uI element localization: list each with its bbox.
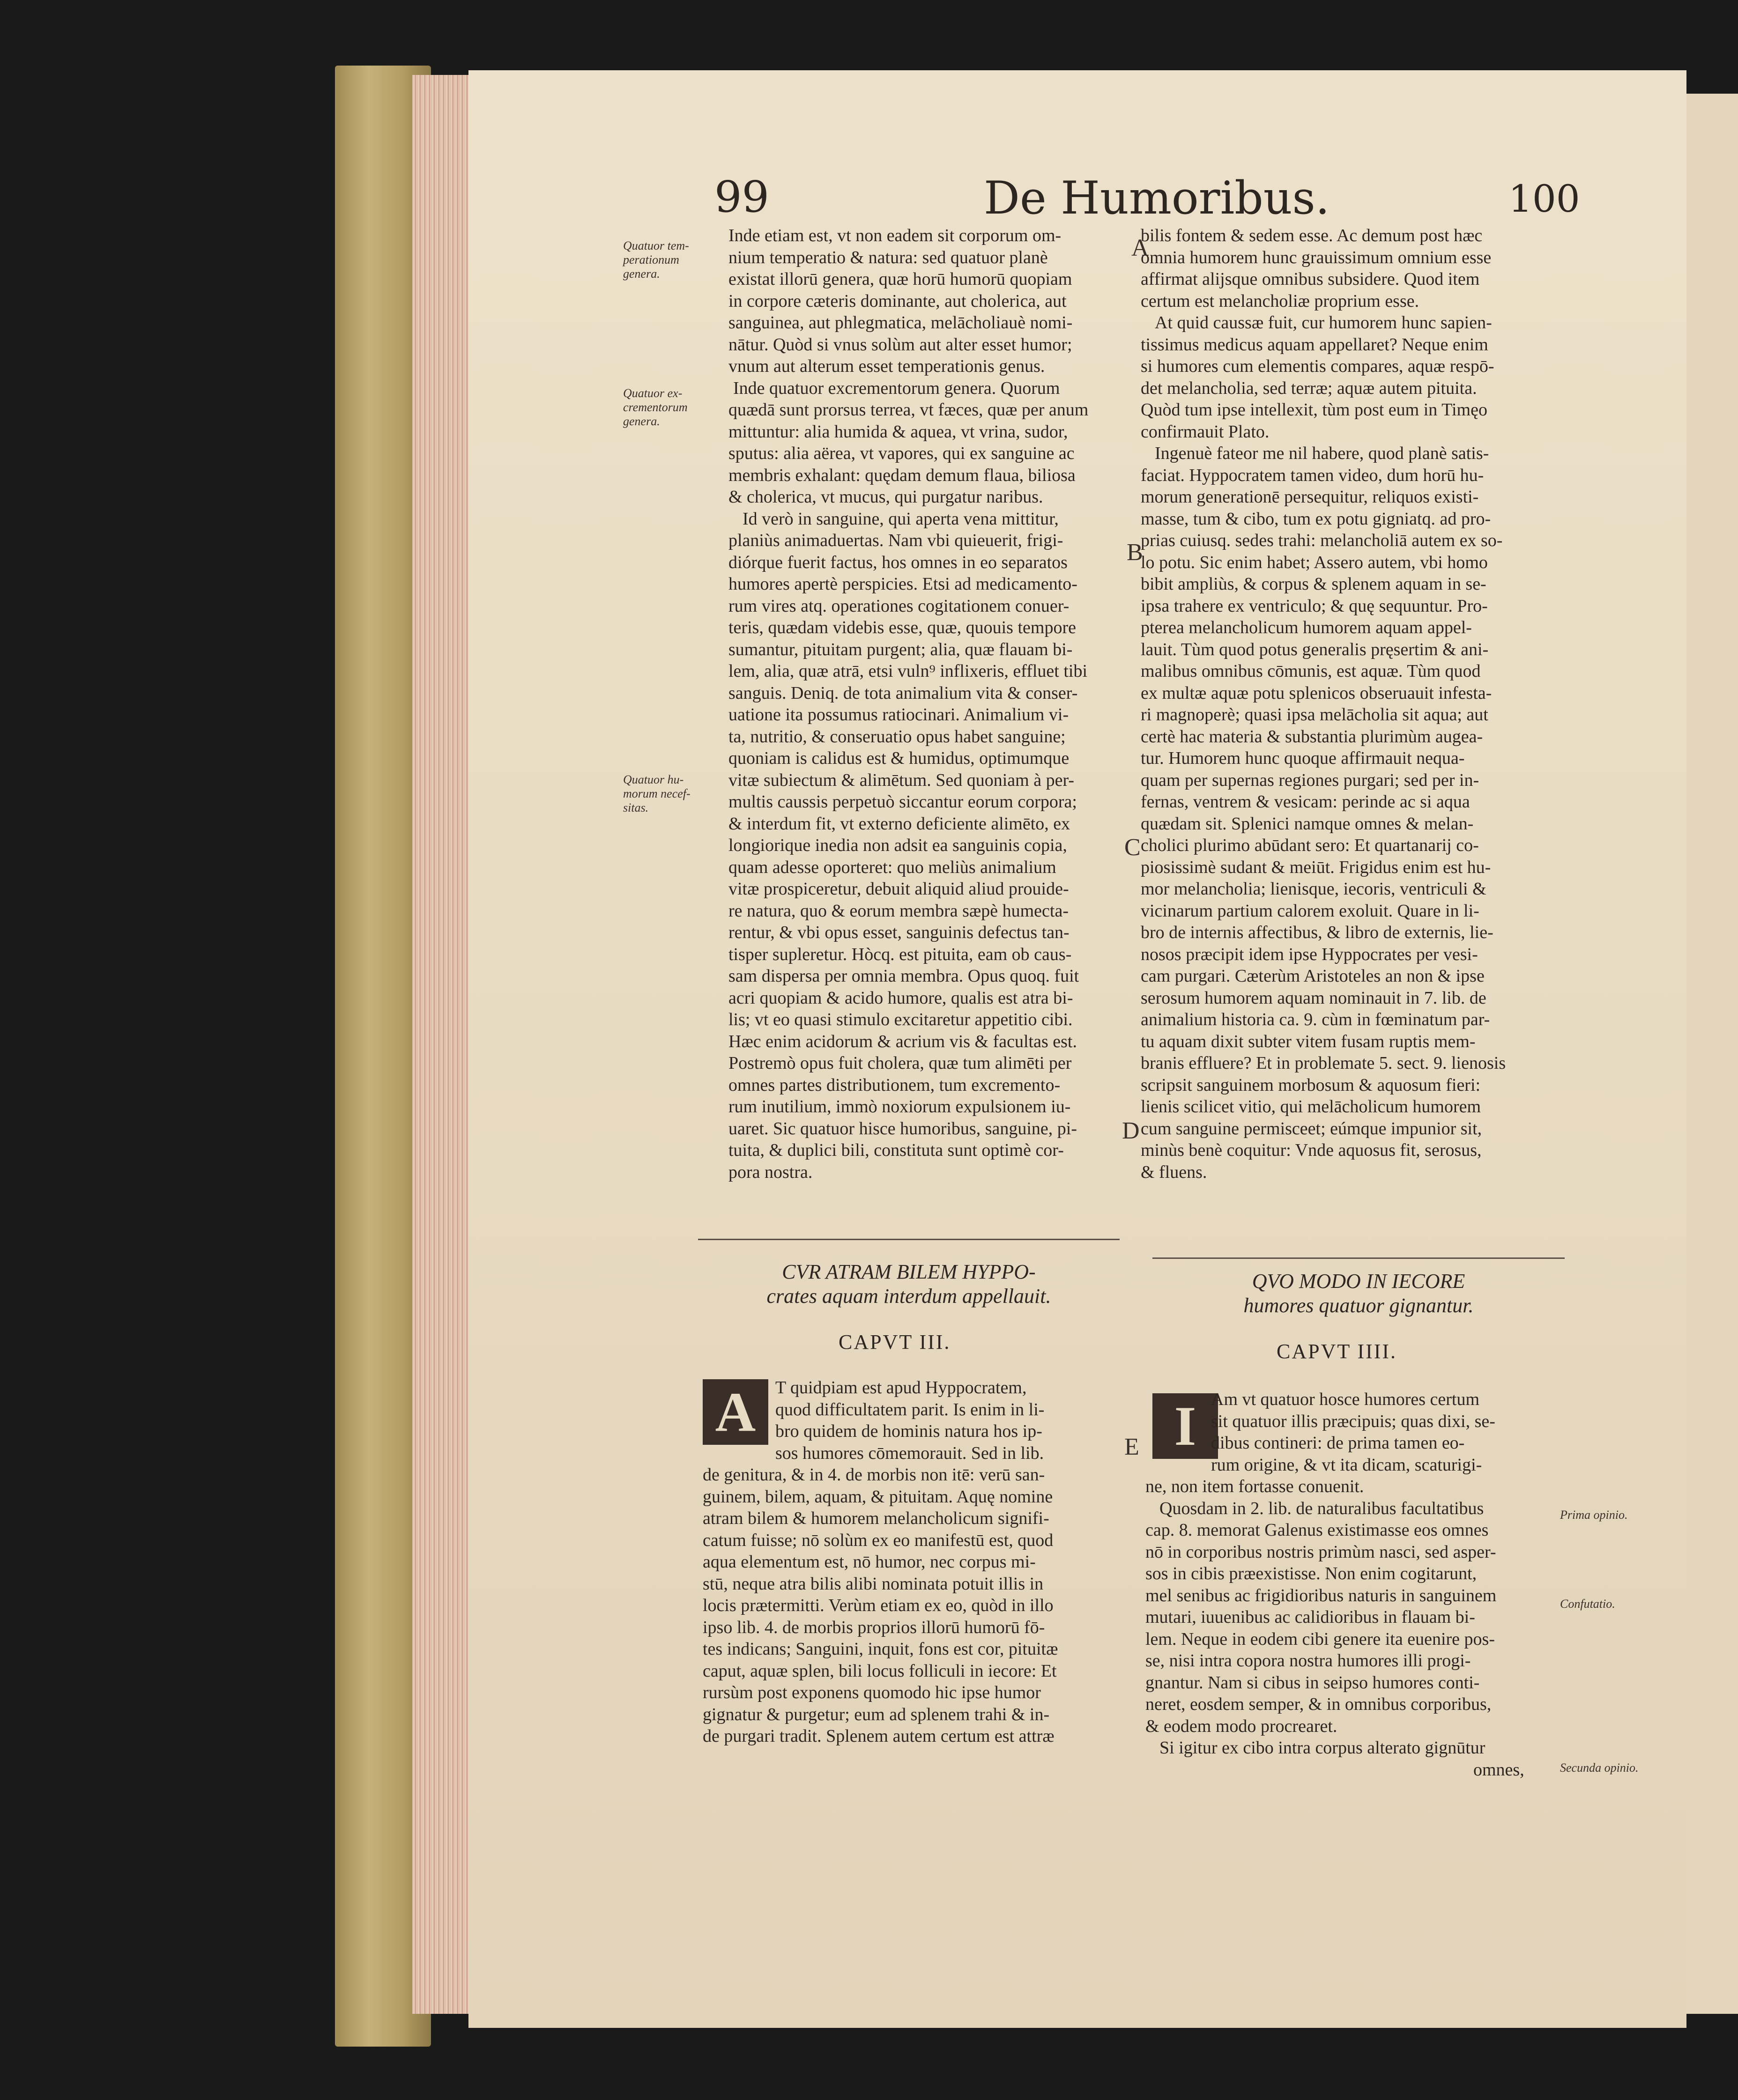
text-line: confirmauit Plato. — [1141, 421, 1270, 442]
text-line: sit quatuor illis præcipuis; quas dixi, se- — [1211, 1411, 1495, 1431]
text-line: ri magnoperè; quasi ipsa melācholia sit aqua; aut — [1141, 705, 1488, 725]
text-line: nātur. Quòd si vnus solùm aut alter esset humor; — [728, 334, 1072, 355]
text-line: nō in corporibus nostris primùm nasci, sed asper- — [1145, 1542, 1496, 1562]
text-line: existat illorū genera, quæ horū humorū quopiam — [728, 269, 1072, 289]
text-line: tissimus medicus aquam appellaret? Neque enim — [1141, 334, 1488, 355]
text-line: Quòd tum ipse intellexit, tùm post eum in Timęo — [1141, 400, 1487, 420]
text-line: re natura, quo & eorum membra sæpè humecta- — [728, 901, 1069, 921]
text-line: affirmat alijsque omnibus subsidere. Quod item — [1141, 269, 1480, 289]
text-line: Am vt quatuor hosce humores certum — [1211, 1390, 1480, 1409]
text-line: catum fuisse; nō solùm ex eo manifestū est, quod — [703, 1530, 1054, 1550]
left-column-text — [728, 225, 1113, 1183]
text-line: vitæ prospiceretur, debuit aliquid aliud prouide- — [728, 879, 1069, 899]
page-number-right: 100 — [1508, 177, 1580, 221]
text-line: cum sanguine permisceet; eúmque impunior sit, — [1141, 1118, 1482, 1139]
text-line: mittuntur: alia humida & aquea, vt vrina, sudor, — [728, 421, 1068, 442]
text-line: lo potu. Sic enim habet; Assero autem, vbi homo — [1141, 552, 1488, 572]
text-line: sam dispersa per omnia membra. Opus quoq. fuit — [728, 966, 1079, 986]
text-line: cholici plurimo abūdant sero: Et quartanarij co- — [1141, 836, 1479, 855]
sidenote-confutatio: Confutatio. — [1560, 1597, 1615, 1611]
section-letter-e: E — [1124, 1434, 1139, 1460]
text-line: caput, aquæ splen, bili locus folliculi in iecore: Et — [703, 1661, 1057, 1681]
left-column-bottom-text — [703, 1377, 1106, 1747]
text-line: rum vires atq. operationes cogitationem conuer- — [728, 596, 1070, 616]
section-letter-d: D — [1122, 1117, 1140, 1144]
text-line: quam per supernas regiones purgari; sed per in- — [1141, 770, 1479, 790]
chapter-heading-left — [698, 1260, 1120, 1309]
text-line: uaret. Sic quatuor hisce humoribus, sanguine, pi- — [728, 1118, 1077, 1139]
text-line: ne, non item fortasse conuenit. — [1145, 1477, 1364, 1496]
text-line: cap. 8. memorat Galenus existimasse eos omnes — [1145, 1520, 1489, 1540]
text-line: nium temperatio & natura: sed quatuor planè — [728, 247, 1048, 267]
text-line: det melancholia, sed terræ; aquæ autem pituita. — [1141, 378, 1477, 398]
text-line: acri quopiam & acido humore, qualis est atra bi- — [728, 988, 1073, 1008]
text-line: uatione ita possumus ratiocinari. Animalium vi- — [728, 705, 1069, 725]
text-line: gnantur. Nam si cibus in seipso humores conti- — [1145, 1672, 1480, 1693]
section-letter-b: B — [1127, 539, 1143, 566]
right-column-bottom-text — [1145, 1389, 1558, 1781]
text-line: Id verò in sanguine, qui aperta vena mittitur, — [743, 509, 1059, 529]
running-title: De Humoribus. — [984, 172, 1330, 224]
caput-right: CAPVT IIII. — [1277, 1340, 1397, 1363]
section-letter-a: A — [1131, 235, 1149, 261]
text-line: tuita, & duplici bili, constituta sunt optimè cor- — [728, 1140, 1064, 1160]
text-line: scripsit sanguinem morbosum & aquosum fieri: — [1141, 1075, 1481, 1095]
text-line: ipso lib. 4. de morbis proprios illorū humorū fō- — [703, 1617, 1045, 1637]
text-line: humores apertè perspicies. Etsi ad medicamento- — [728, 574, 1077, 594]
text-line: quædā sunt prorsus terrea, vt fæces, quæ per anum — [728, 400, 1089, 420]
text-line: rum origine, & vt ita dicam, scaturigi- — [1211, 1455, 1482, 1475]
text-line: T quidpiam est apud Hyppocratem, — [775, 1378, 1027, 1398]
heading-right-line2: humores quatuor gignantur. — [1243, 1294, 1474, 1317]
text-line: omnes partes distributionem, tum excremento- — [728, 1075, 1061, 1095]
text-line: omnia humorem hunc grauissimum omnium esse — [1141, 247, 1492, 267]
text-line: sos humores cōmemorauit. Sed in lib. — [775, 1443, 1044, 1463]
text-line: lauit. Tùm quod potus generalis pręsertim & ani- — [1141, 639, 1489, 659]
text-line: ex multæ aquæ potu splenicos obseruauit infesta- — [1141, 683, 1492, 703]
text-line: Ingenuè fateor me nil habere, quod planè satis- — [1155, 444, 1489, 463]
text-line: rum inutilium, immò noxiorum expulsionem iu- — [728, 1097, 1071, 1117]
text-line: ipsa trahere ex ventriculo; & quę sequuntur. Pro- — [1141, 596, 1488, 616]
text-line: quoniam is calidus est & humidus, optimumque — [728, 748, 1070, 768]
text-line: faciat. Hyppocratem tamen video, dum horū hu- — [1141, 465, 1484, 485]
text-line: neret, eosdem semper, & in omnibus corporibus, — [1145, 1694, 1492, 1714]
text-line: bilis fontem & sedem esse. Ac demum post hæc — [1141, 226, 1483, 245]
sidenote-excrementorum: Quatuor ex- crementorum genera. — [623, 386, 688, 428]
caput-left: CAPVT III. — [839, 1331, 951, 1353]
text-line: & interdum fit, vt externo deficiente alimēto, ex — [728, 813, 1070, 834]
text-line: lem, alia, quæ atrā, etsi vuln⁹ inflixeris, effluet tibi — [728, 661, 1088, 681]
text-line: in corpore cæteris dominante, aut cholerica, aut — [728, 291, 1067, 311]
text-line: tur. Humorem hunc quoque affirmauit nequa- — [1141, 748, 1465, 768]
text-line: Inde etiam est, vt non eadem sit corporum om- — [728, 226, 1062, 245]
rule-left — [698, 1239, 1120, 1240]
text-line: At quid caussæ fuit, cur humorem hunc sapien- — [1155, 313, 1492, 333]
text-line: tu aquam dixit subter vitem fusam ruptis mem- — [1141, 1031, 1476, 1051]
heading-right-line1: QVO MODO IN IECORE — [1252, 1270, 1465, 1293]
text-line: certè hac materia & substantia plurimùm augea- — [1141, 726, 1483, 747]
text-line: dibus contineri: de prima tamen eo- — [1211, 1433, 1465, 1453]
text-line: sputus: alia aërea, vt vapores, qui ex sanguine ac — [728, 444, 1075, 463]
text-line: & cholerica, vt mucus, qui purgatur naribus. — [728, 487, 1043, 507]
text-line: quod difficultatem parit. Is enim in li- — [775, 1399, 1045, 1420]
text-line: cam purgari. Cæterùm Aristoteles an non & ipse — [1141, 966, 1485, 986]
text-line: serosum humorem aquam nominauit in 7. lib. de — [1141, 988, 1486, 1008]
text-line: branis effluere? Et in problemate 5. sect. 9. lienosis — [1141, 1053, 1506, 1073]
text-line: & fluens. — [1141, 1162, 1207, 1182]
text-line: mel senibus ac frigidioribus naturis in sanguinem — [1145, 1585, 1497, 1605]
text-line: diórque fuerit factus, hos omnes in eo separatos — [728, 552, 1068, 572]
text-line: & eodem modo procrearet. — [1145, 1716, 1337, 1736]
text-line: locis prætermitti. Verùm etiam ex eo, quòd in illo — [703, 1596, 1054, 1615]
text-line: bibit ampliùs, & corpus & splenem aquam in se- — [1141, 574, 1486, 594]
text-line: vnum aut alterum esset temperationis genus. — [728, 356, 1045, 376]
text-line: bro de internis affectibus, & libro de externis, lie- — [1141, 923, 1493, 942]
text-line: pora nostra. — [728, 1162, 813, 1182]
text-line: Inde quatuor excrementorum genera. Quorum — [733, 378, 1060, 398]
text-line: sanguis. Deniq. de tota animalium vita & conser- — [728, 683, 1078, 703]
heading-left-line1: CVR ATRAM BILEM HYPPO- — [782, 1260, 1036, 1283]
text-line: quædam sit. Splenici namque omnes & melan- — [1141, 813, 1474, 834]
text-line: pterea melancholicum humorem aquam appel- — [1141, 618, 1472, 637]
text-line: bro quidem de hominis natura hos ip- — [775, 1421, 1042, 1441]
text-line: sos in cibis præexistisse. Non enim cogitarunt, — [1145, 1564, 1477, 1583]
page-number-left: 99 — [714, 172, 770, 222]
text-line: mor melancholia; lienisque, iecoris, ventriculi & — [1141, 879, 1486, 899]
text-line: Postremò opus fuit cholera, quæ tum alimēti per — [728, 1053, 1072, 1073]
text-line: vicinarum partium calorem exoluit. Quare in li- — [1141, 901, 1479, 921]
text-line: vitæ subiectum & alimētum. Sed quoniam à per- — [728, 770, 1074, 790]
text-line: tisper supleretur. Hòcq. est pituita, eam ob caus- — [728, 944, 1072, 964]
text-line: piosissimè sudant & meiūt. Frigidus enim est hu- — [1141, 857, 1491, 877]
text-line: guinem, bilem, aquam, & pituitam. Aquę nomine — [703, 1486, 1053, 1507]
chapter-heading-right — [1152, 1269, 1565, 1318]
text-line: teris, quædam videbis esse, quæ, quouis tempore — [728, 618, 1076, 637]
text-line: de genitura, & in 4. de morbis non itē: verū san- — [703, 1465, 1045, 1485]
text-line: lienis scilicet vitio, qui melācholicum humorem — [1141, 1097, 1481, 1117]
sidenote-secunda-opinio: Secunda opinio. — [1560, 1761, 1639, 1775]
text-line: quam adesse oporteret: quo meliùs animalium — [728, 857, 1056, 877]
text-line: rentur, & vbi opus esset, sanguinis defectus tan- — [728, 923, 1070, 942]
text-line: aqua elementum est, nō humor, nec corpus mi- — [703, 1552, 1036, 1572]
text-line: fernas, ventrem & vesicam: perinde ac si aqua — [1141, 792, 1470, 812]
text-line: Hæc enim acidorum & acrium vis & facultas est. — [728, 1031, 1077, 1051]
text-line: morum generationē persequitur, reliquos existi- — [1141, 487, 1479, 507]
sidenote-temperationum: Quatuor tem- perationum genera. — [623, 239, 689, 281]
heading-left-line2: crates aquam interdum appellauit. — [766, 1285, 1051, 1308]
text-line: prias cuiusq. sedes trahi: melancholiā autem ex so- — [1141, 531, 1503, 550]
text-line: de purgari tradit. Splenem autem certum est attræ — [703, 1726, 1055, 1746]
sidenote-humorum: Quatuor hu- morum necef- sitas. — [623, 773, 691, 814]
text-line: nosos præcipit idem ipse Hyppocrates per vesi- — [1141, 944, 1478, 964]
text-line: Quosdam in 2. lib. de naturalibus facultatibus — [1159, 1498, 1484, 1518]
text-line: longiorique inedia non adsit ea sanguinis copia, — [728, 836, 1067, 855]
text-line: malibus omnibus cōmunis, est aquæ. Tùm quod — [1141, 661, 1481, 681]
sidenote-prima-opinio: Prima opinio. — [1560, 1508, 1628, 1522]
text-line: se, nisi intra copora nostra humores illi progi- — [1145, 1651, 1471, 1671]
text-line: mutari, iuuenibus ac calidioribus in flauam bi- — [1145, 1607, 1475, 1627]
text-line: Si igitur ex cibo intra corpus alterato gignūtur — [1159, 1738, 1485, 1758]
text-line: tes indicans; Sanguini, inquit, fons est cor, pituitæ — [703, 1639, 1058, 1659]
text-line: minùs benè coquitur: Vnde aquosus fit, serosus, — [1141, 1140, 1482, 1160]
text-line: omnes, — [1473, 1760, 1524, 1780]
text-line: gignatur & purgetur; eum ad splenem trahi & in- — [703, 1704, 1050, 1724]
text-line: masse, tum & cibo, tum ex potu gigniatq. ad pro- — [1141, 509, 1491, 529]
rule-right — [1152, 1257, 1565, 1259]
text-line: rursùm post exponens quomodo hic ipse humor — [703, 1683, 1041, 1702]
section-letter-c: C — [1124, 834, 1141, 861]
right-column-text — [1141, 225, 1572, 1183]
text-line: planiùs animaduertas. Nam vbi quieuerit, frigi- — [728, 531, 1063, 550]
text-line: sanguinea, aut phlegmatica, melācholiauè nomi- — [728, 313, 1073, 333]
text-line: multis caussis perpetuò siccantur eorum corpora; — [728, 792, 1077, 812]
decorated-initial-i: I — [1152, 1393, 1218, 1459]
decorated-initial-a: A — [703, 1379, 768, 1445]
text-line: lis; vt eo quasi stimulo excitaretur appetitio cibi. — [728, 1010, 1073, 1029]
text-line: sumantur, pituitam purgent; alia, quæ flauam bi- — [728, 639, 1073, 659]
text-line: animalium historia ca. 9. cùm in fœminatum par- — [1141, 1010, 1490, 1029]
text-line: lem. Neque in eodem cibi genere ita euenire pos- — [1145, 1629, 1495, 1649]
text-line: stū, neque atra bilis alibi nominata potuit illis in — [703, 1574, 1044, 1594]
text-line: certum est melancholiæ proprium esse. — [1141, 291, 1419, 311]
text-line: ta, nutritio, & conseruatio opus habet sanguine; — [728, 726, 1066, 747]
facing-page-edge — [1686, 94, 1738, 2014]
text-line: membris exhalant: quędam demum flaua, biliosa — [728, 465, 1076, 485]
text-line: atram bilem & humorem melancholicum signifi- — [703, 1508, 1049, 1528]
text-line: si humores cum elementis compares, aquæ respō- — [1141, 356, 1494, 376]
